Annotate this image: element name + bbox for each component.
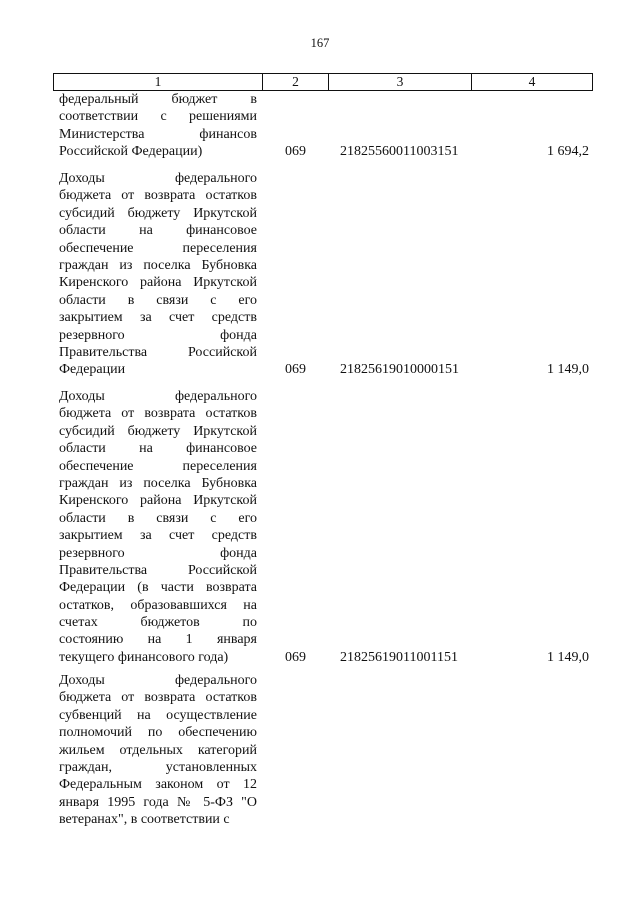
description-line: области на финансовое	[59, 223, 257, 239]
description-line: января 1995 года № 5-ФЗ "О	[59, 794, 257, 810]
description-line: закрытием за счет средств	[59, 528, 257, 544]
description-line: обеспечение переселения	[59, 240, 257, 256]
row-description	[59, 91, 257, 161]
description-line: субсидий бюджету Иркутской	[59, 205, 257, 221]
description-line: текущего финансового года)	[59, 649, 229, 665]
description-line: Доходы федерального	[59, 673, 257, 688]
description-line: области в связи с его	[59, 510, 257, 526]
page-number: 167	[310, 36, 330, 50]
row-amount: 1 149,0	[547, 362, 589, 378]
description-line: области в связи с его	[59, 292, 257, 308]
description-line: Киренского района Иркутской	[59, 493, 257, 509]
description-line: обеспечение переселения	[59, 458, 257, 474]
description-line: граждан из поселка Бубновка	[59, 257, 257, 273]
row-amount: 1 149,0	[547, 650, 589, 665]
description-line: остатков, образовавшихся на	[59, 597, 257, 613]
description-line: Киренского района Иркутской	[59, 275, 257, 291]
description-line: федеральный бюджет в	[59, 92, 257, 107]
description-line: состоянию на 1 января	[59, 632, 257, 648]
description-line: граждан из поселка Бубновка	[59, 475, 257, 491]
description-line: резервного фонда	[59, 545, 257, 561]
description-line: бюджета от возврата остатков	[59, 188, 257, 204]
description-line: Федерации	[59, 362, 126, 378]
description-line: субвенций на осуществление	[59, 707, 257, 723]
header-col-4: 4	[528, 74, 536, 89]
row-code: 069	[285, 650, 306, 665]
description-line: полномочий по обеспечению	[59, 725, 257, 741]
description-line: Доходы федерального	[59, 389, 257, 404]
description-line: Российской Федерации)	[59, 144, 203, 160]
header-col-1: 1	[54, 74, 263, 90]
row-description	[59, 388, 257, 666]
description-line: области на финансовое	[59, 441, 257, 457]
table-header	[53, 73, 593, 91]
row-kbk: 21825619011001151	[340, 650, 458, 665]
description-line: закрытием за счет средств	[59, 310, 257, 326]
header-col-3: 3	[329, 74, 472, 90]
description-line: субсидий бюджету Иркутской	[59, 423, 257, 439]
description-line: Федерации (в части возврата	[59, 580, 257, 596]
row-description	[59, 170, 257, 379]
description-line: бюджета от возврата остатков	[59, 406, 257, 422]
description-line: Правительства Российской	[59, 344, 257, 360]
description-line: жильем отдельных категорий	[59, 742, 257, 758]
description-line: счетах бюджетов по	[59, 615, 257, 631]
description-line: соответствии с решениями	[59, 109, 257, 125]
row-description	[59, 672, 257, 829]
row-kbk: 21825619010000151	[340, 362, 459, 378]
description-line: ветеранах", в соответствии с	[59, 812, 230, 828]
description-line: бюджета от возврата остатков	[59, 690, 257, 706]
row-code: 069	[285, 144, 306, 160]
row-code: 069	[285, 362, 306, 378]
description-line: Правительства Российской	[59, 562, 257, 578]
row-kbk: 21825560011003151	[340, 144, 459, 160]
header-col-2: 2	[263, 74, 329, 90]
description-line: Министерства финансов	[59, 126, 257, 142]
description-line: Доходы федерального	[59, 171, 257, 186]
description-line: Федеральным законом от 12	[59, 777, 257, 793]
description-line: граждан, установленных	[59, 759, 257, 775]
description-line: резервного фонда	[59, 327, 257, 343]
row-amount: 1 694,2	[547, 144, 589, 160]
